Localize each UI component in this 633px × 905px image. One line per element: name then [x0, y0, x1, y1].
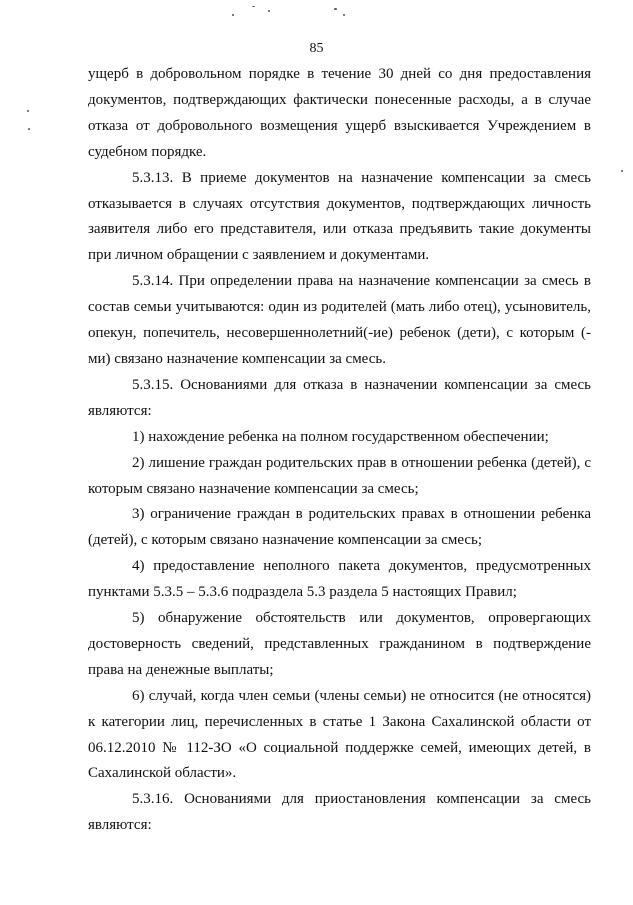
paragraph-5-3-13: 5.3.13. В приеме документов на назначение компенсации за смесь отказывается в случаях отсутствия документов, подтверждающих личность заявителя либо его представителя, или отказа предъявить такие документы при личном обращении с заявлением и документами. — [88, 169, 591, 264]
scan-speck — [252, 6, 255, 7]
paragraph-5-3-14: 5.3.14. При определении права на назначение компенсации за смесь в состав семьи учитываются: один из родителей (мать либо отец), усыновитель, опекун, попечитель, несовершеннолетний(-ие) ребенок (дети), с которым (-ми) связано назначение компенсации за смесь. — [88, 273, 591, 367]
page-number: 85 — [309, 41, 324, 56]
scan-speck — [621, 170, 623, 172]
scan-speck — [28, 128, 30, 130]
list-item-3: 3) ограничение граждан в родительских правах в отношении ребенка (детей), с которым связано назначение компенсации за смесь; — [88, 506, 591, 549]
list-item-6: 6) случай, когда член семьи (члены семьи) не относится (не относятся) к категории лиц, перечисленных в статье 1 Закона Сахалинской области от 06.12.2010 № 112-ЗО «О социальной поддержке семей, имеющих детей, в Сахалинской области». — [88, 687, 591, 782]
scan-speck — [27, 110, 29, 112]
paragraph: ущерб в добровольном порядке в течение 30 дней со дня предоставления документов, подтверждающих фактически понесенные расходы, а в случае отказа от добровольного возмещения ущерб взыскивается Учреждением в судебном порядке. — [88, 66, 591, 160]
list-item-1: 1) нахождение ребенка на полном государственном обеспечении; — [132, 428, 549, 445]
paragraph-5-3-16: 5.3.16. Основаниями для приостановления компенсации за смесь являются: — [88, 791, 591, 834]
list-item-4: 4) предоставление неполного пакета документов, предусмотренных пунктами 5.3.5 – 5.3.6 подраздела 5.3 раздела 5 настоящих Правил; — [88, 558, 591, 601]
body-text — [88, 62, 591, 839]
paragraph-5-3-15: 5.3.15. Основаниями для отказа в назначении компенсации за смесь являются: — [88, 376, 591, 419]
scan-speck — [268, 10, 270, 12]
list-item-2: 2) лишение граждан родительских прав в отношении ребенка (детей), с которым связано назначение компенсации за смесь; — [88, 454, 591, 497]
scan-speck — [232, 14, 234, 16]
scan-speck — [334, 8, 337, 10]
list-item-5: 5) обнаружение обстоятельств или документов, опровергающих достоверность сведений, представленных гражданином в подтверждение права на денежные выплаты; — [88, 610, 591, 678]
scan-speck — [343, 14, 345, 16]
